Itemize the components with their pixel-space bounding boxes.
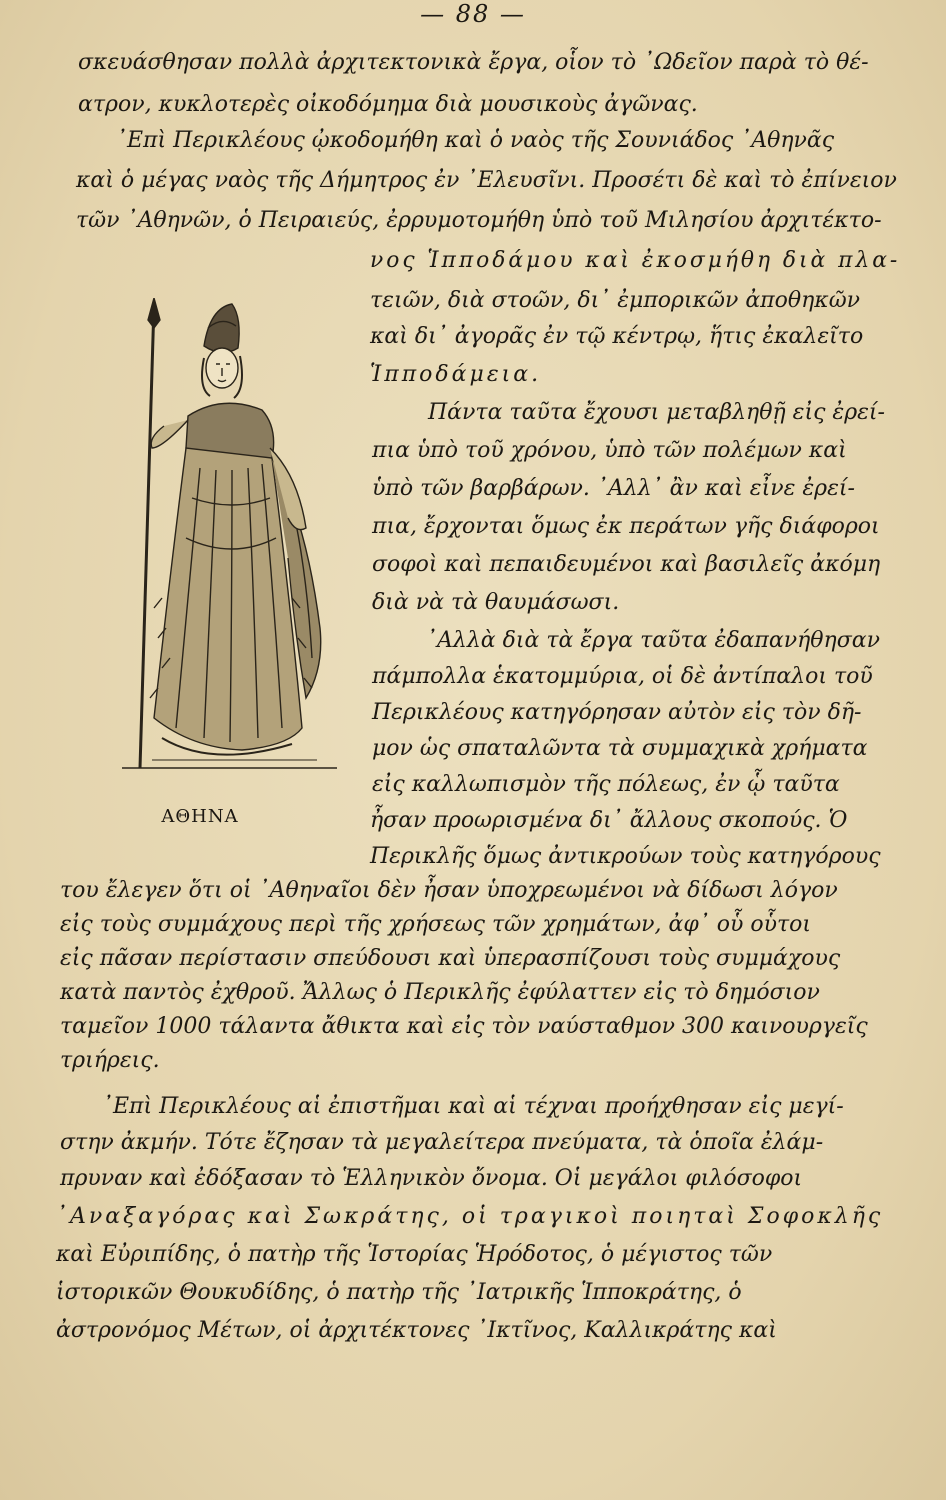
text-line-13: πια, ἔρχονται ὅμως ἐκ περάτων γῆς διάφοροι — [372, 514, 880, 539]
text-line-19: μον ὡς σπαταλῶντα τὰ συμμαχικὰ χρήματα — [372, 736, 868, 761]
text-line-9: Ἱπποδάμεια. — [370, 362, 542, 387]
text-line-34: ἱστορικῶν Θουκυδίδης, ὁ πατὴρ τῆς ᾿Ιατρικῆς Ἱπποκράτης, ὁ — [56, 1280, 742, 1305]
text-line-21: ἦσαν προωρισμένα δι᾿ ἄλλους σκοπούς. Ὁ — [370, 808, 848, 833]
text-line-4: καὶ ὁ μέγας ναὸς τῆς Δήμητρος ἐν ᾿Ελευσῖνι. Προσέτι δὲ καὶ τὸ ἐπίνειον — [76, 168, 897, 193]
text-line-16: ᾿Αλλὰ διὰ τὰ ἔργα ταῦτα ἐδαπανήθησαν — [426, 628, 880, 653]
text-line-22: Περικλῆς ὅμως ἀντικρούων τοὺς κατηγόρους — [370, 844, 881, 869]
text-line-33: καὶ Εὐριπίδης, ὁ πατὴρ τῆς Ἱστορίας Ἡρόδοτος, ὁ μέγιστος τῶν — [56, 1242, 773, 1267]
text-line-35: ἀστρονόμος Μέτων, οἱ ἀρχιτέκτονες ᾿Ικτῖνος, Καλλικράτης καὶ — [56, 1318, 777, 1343]
text-line-24: εἰς τοὺς συμμάχους περὶ τῆς χρήσεως τῶν χρημάτων, ἀφ᾿ οὗ οὗτοι — [60, 912, 812, 937]
text-line-11: πια ὑπὸ τοῦ χρόνου, ὑπὸ τῶν πολέμων καὶ — [372, 438, 847, 463]
text-line-23: του ἔλεγεν ὅτι οἱ ᾿Αθηναῖοι δὲν ἦσαν ὑποχρεωμένοι νὰ δίδωσι λόγον — [60, 878, 838, 903]
text-line-2: ατρον, κυκλοτερὲς οἰκοδόμημα διὰ μουσικοὺς ἀγῶνας. — [78, 92, 698, 117]
text-line-7: τειῶν, διὰ στοῶν, δι᾿ ἐμπορικῶν ἀποθηκῶν — [370, 288, 861, 313]
text-line-17: πάμπολλα ἑκατομμύρια, οἱ δὲ ἀντίπαλοι τοῦ — [372, 664, 873, 689]
athena-engraving — [92, 298, 347, 778]
text-line-28: τριήρεις. — [60, 1048, 160, 1073]
text-line-1: σκευάσθησαν πολλὰ ἀρχιτεκτονικὰ ἔργα, οἷον τὸ ᾿Ωδεῖον παρὰ τὸ θέ- — [78, 50, 869, 75]
text-line-3: ᾿Επὶ Περικλέους ᾠκοδομήθη καὶ ὁ ναὸς τῆς Σουνιάδος ᾿Αθηνᾶς — [116, 128, 835, 153]
text-line-6: νος Ἱπποδάμου καὶ ἐκοσμήθη διὰ πλα- — [370, 248, 901, 273]
text-line-18: Περικλέους κατηγόρησαν αὐτὸν εἰς τὸν δῆ- — [372, 700, 862, 725]
text-line-27: ταμεῖον 1000 τάλαντα ἄθικτα καὶ εἰς τὸν ναύσταθμον 300 καινουργεῖς — [60, 1014, 868, 1039]
text-line-30: στην ἀκμήν. Τότε ἔζησαν τὰ μεγαλείτερα πνεύματα, τὰ ὁποῖα ἐλάμ- — [60, 1130, 824, 1155]
text-line-8: καὶ δι᾿ ἀγορᾶς ἐν τῷ κέντρῳ, ἥτις ἐκαλεῖτο — [370, 324, 864, 349]
page-number: — 88 — — [420, 0, 526, 28]
text-line-14: σοφοὶ καὶ πεπαιδευμένοι καὶ βασιλεῖς ἀκόμη — [372, 552, 881, 577]
figure-caption: ΑΘΗΝΑ — [161, 806, 239, 827]
text-line-5: τῶν ᾿Αθηνῶν, ὁ Πειραιεύς, ἐρρυμοτομήθη ὑπὸ τοῦ Μιλησίου ἀρχιτέκτο- — [76, 208, 882, 233]
text-line-29: ᾿Επὶ Περικλέους αἱ ἐπιστῆμαι καὶ αἱ τέχναι προήχθησαν εἰς μεγί- — [102, 1094, 844, 1119]
text-line-32: ᾿Αναξαγόρας καὶ Σωκράτης, οἱ τραγικοὶ ποιηταὶ Σοφοκλῆς — [56, 1204, 884, 1229]
text-line-20: εἰς καλλωπισμὸν τῆς πόλεως, ἐν ᾧ ταῦτα — [372, 772, 840, 797]
text-line-26: κατὰ παντὸς ἐχθροῦ. Ἄλλως ὁ Περικλῆς ἐφύλαττεν εἰς τὸ δημόσιον — [60, 980, 820, 1005]
text-line-12: ὑπὸ τῶν βαρβάρων. ᾿Αλλ᾿ ἂν καὶ εἶνε ἐρεί- — [372, 476, 855, 501]
text-line-25: εἰς πᾶσαν περίστασιν σπεύδουσι καὶ ὑπερασπίζουσι τοὺς συμμάχους — [60, 946, 841, 971]
text-line-15: διὰ νὰ τὰ θαυμάσωσι. — [372, 590, 620, 615]
text-line-31: πρυναν καὶ ἐδόξασαν τὸ Ἑλληνικὸν ὄνομα. Οἱ μεγάλοι φιλόσοφοι — [60, 1166, 803, 1191]
text-line-10: Πάντα ταῦτα ἔχουσι μεταβληθῇ εἰς ἐρεί- — [428, 400, 885, 425]
